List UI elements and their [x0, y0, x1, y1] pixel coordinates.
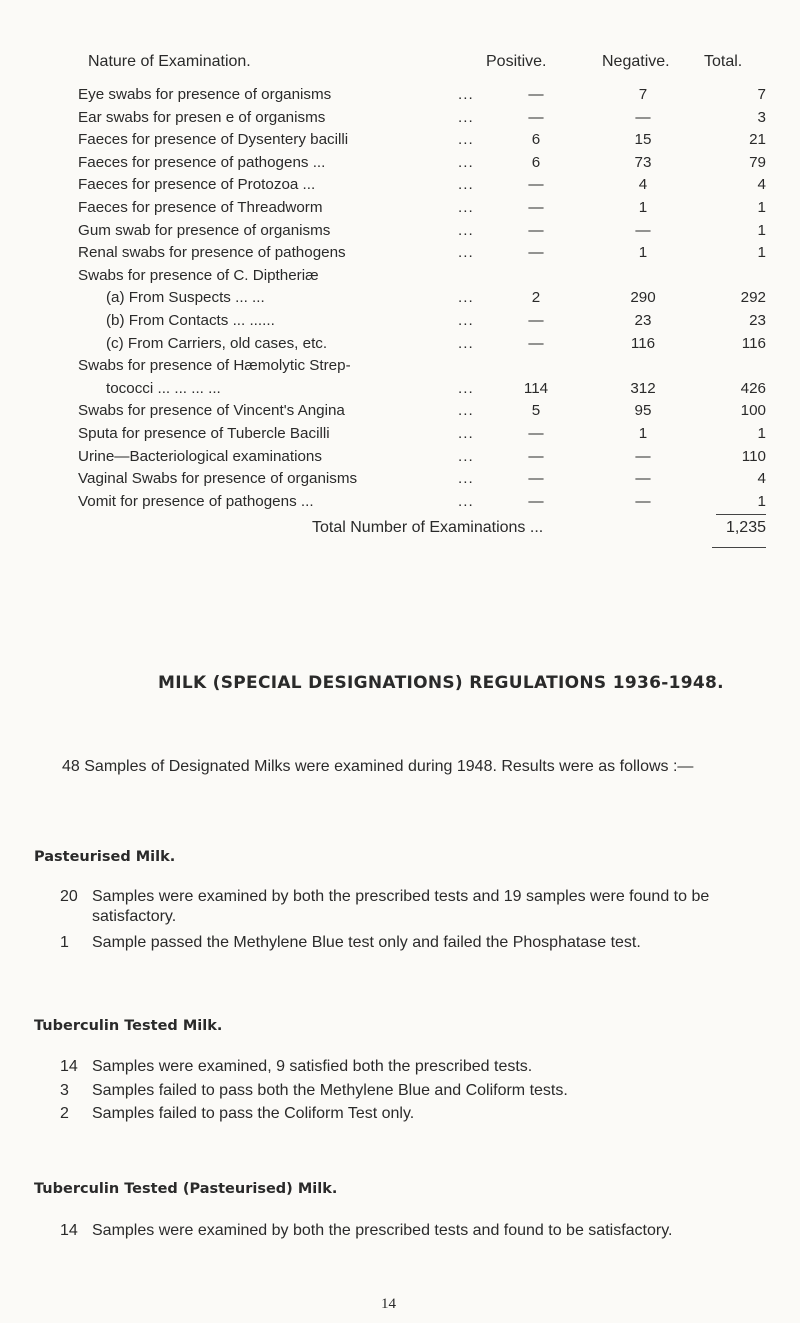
- row-negative: 1: [638, 244, 648, 262]
- total-row: [0, 519, 800, 543]
- row-leader-dots: ...: [458, 244, 474, 262]
- row-leader-dots: ...: [458, 289, 474, 307]
- table-row: [0, 446, 800, 469]
- table-row: [0, 491, 800, 514]
- row-negative: 290: [630, 289, 656, 307]
- row-leader-dots: ...: [458, 108, 474, 126]
- header-total: Total.: [704, 53, 743, 70]
- row-positive: 6: [531, 131, 541, 149]
- item-text: Samples were examined by both the prescribed tests and found to be satisfactory.: [92, 1222, 673, 1239]
- item-count: 2: [60, 1105, 69, 1122]
- header-negative: Negative.: [602, 53, 670, 70]
- row-positive: —: [528, 334, 544, 352]
- row-label: (a) From Suspects ... ...: [106, 289, 265, 307]
- row-label: Faeces for presence of Dysentery bacilli: [78, 131, 349, 149]
- row-positive: 5: [531, 402, 541, 420]
- table-row: [0, 310, 800, 333]
- table-row: [0, 400, 800, 423]
- row-label: Vaginal Swabs for presence of organisms: [78, 470, 358, 488]
- row-positive: —: [528, 221, 544, 239]
- row-total: 4: [757, 470, 766, 488]
- row-leader-dots: ...: [458, 131, 474, 149]
- row-total: 21: [749, 131, 766, 149]
- row-label: Swabs for presence of Hæmolytic Strep-: [78, 357, 351, 375]
- row-label: Urine—Bacteriological examinations: [78, 447, 322, 465]
- row-negative: 23: [634, 311, 652, 329]
- table-row: [0, 468, 800, 491]
- row-negative: —: [635, 470, 651, 488]
- table-row: [0, 107, 800, 130]
- row-label: Swabs for presence of Vincent's Angina: [78, 402, 345, 420]
- row-leader-dots: ...: [458, 470, 474, 488]
- row-label: Faeces for presence of pathogens ...: [78, 153, 326, 171]
- row-label: Ear swabs for presen e of organisms: [78, 108, 326, 126]
- pasteurised-heading: Pasteurised Milk.: [34, 849, 176, 865]
- row-negative: —: [635, 221, 651, 239]
- row-label: (c) From Carriers, old cases, etc.: [106, 334, 328, 352]
- row-leader-dots: ...: [458, 334, 474, 352]
- row-leader-dots: ...: [458, 153, 474, 171]
- row-negative: 312: [630, 379, 656, 397]
- row-negative: —: [635, 108, 651, 126]
- row-total: 1: [757, 198, 766, 216]
- row-positive: —: [528, 470, 544, 488]
- item-count: 3: [60, 1082, 69, 1099]
- row-total: 292: [740, 289, 766, 307]
- row-total: 1: [757, 492, 766, 510]
- row-total: 3: [757, 108, 766, 126]
- row-positive: —: [528, 492, 544, 510]
- list-item: [60, 1057, 770, 1077]
- row-positive: —: [528, 176, 544, 194]
- row-leader-dots: ...: [458, 424, 474, 442]
- item-text: Samples failed to pass both the Methylene Blue and Coliform tests.: [92, 1082, 568, 1099]
- table-header: [0, 53, 800, 77]
- row-leader-dots: ...: [458, 198, 474, 216]
- table-row: [0, 197, 800, 220]
- total-label: Total Number of Examinations ...: [312, 519, 544, 536]
- row-label: Sputa for presence of Tubercle Bacilli: [78, 424, 330, 442]
- list-item: [60, 1081, 770, 1101]
- row-positive: —: [528, 86, 544, 103]
- table-row: [0, 423, 800, 446]
- row-negative: 116: [630, 334, 656, 352]
- row-positive: —: [528, 447, 544, 465]
- row-positive: —: [528, 424, 544, 442]
- item-text: Sample passed the Methylene Blue test only and failed the Phosphatase test.: [92, 934, 641, 951]
- table-row: [0, 242, 800, 265]
- list-item: [60, 1104, 770, 1124]
- item-count: 20: [60, 888, 78, 905]
- row-total: 23: [749, 311, 766, 329]
- row-leader-dots: ...: [458, 447, 474, 465]
- table-row: [0, 84, 800, 107]
- row-positive: —: [528, 244, 544, 262]
- table-row: [0, 129, 800, 152]
- table-row: [0, 265, 800, 288]
- table-row: [0, 287, 800, 310]
- row-leader-dots: ...: [458, 221, 474, 239]
- row-total: 110: [741, 447, 766, 465]
- table-row: [0, 333, 800, 356]
- tuberculin-pasteurised-heading: Tuberculin Tested (Pasteurised) Milk.: [34, 1181, 338, 1197]
- row-total: 1: [757, 424, 766, 442]
- row-positive: 2: [531, 289, 541, 307]
- header-positive: Positive.: [486, 53, 547, 70]
- item-count: 1: [60, 934, 69, 951]
- table-row: [0, 152, 800, 175]
- item-count: 14: [60, 1058, 78, 1075]
- row-leader-dots: ...: [458, 311, 474, 329]
- table-row: [0, 220, 800, 243]
- total-rule-bottom: [712, 547, 766, 548]
- row-total: 1: [757, 221, 766, 239]
- table-row: [0, 355, 800, 378]
- total-value: 1,235: [725, 519, 766, 536]
- list-item: [60, 1221, 770, 1241]
- row-label: Swabs for presence of C. Diptheriæ: [78, 266, 319, 284]
- row-negative: 1: [638, 198, 648, 216]
- list-item: [60, 887, 770, 927]
- row-leader-dots: ...: [458, 86, 474, 103]
- row-leader-dots: ...: [458, 176, 474, 194]
- row-negative: 15: [634, 131, 652, 149]
- row-total: 7: [757, 86, 766, 103]
- row-negative: —: [635, 492, 651, 510]
- item-count: 14: [60, 1222, 78, 1239]
- row-label: Eye swabs for presence of organisms: [78, 86, 332, 103]
- row-negative: 4: [638, 176, 648, 194]
- row-total: 426: [740, 379, 766, 397]
- table-row: [0, 378, 800, 401]
- row-negative: 95: [634, 402, 652, 420]
- row-negative: 7: [638, 86, 648, 103]
- row-positive: —: [528, 311, 544, 329]
- row-positive: —: [528, 108, 544, 126]
- table-row: [0, 174, 800, 197]
- row-positive: 114: [523, 379, 549, 397]
- row-total: 1: [757, 244, 766, 262]
- row-total: 79: [749, 153, 766, 171]
- page-number: 14: [381, 1296, 396, 1312]
- row-negative: 73: [634, 153, 652, 171]
- row-label: (b) From Contacts ... ......: [106, 311, 275, 329]
- row-label: Vomit for presence of pathogens ...: [78, 492, 314, 510]
- row-negative: 1: [638, 424, 648, 442]
- examinations-table: [0, 84, 800, 513]
- item-text: Samples were examined, 9 satisfied both the prescribed tests.: [92, 1058, 533, 1075]
- row-positive: 6: [531, 153, 541, 171]
- section-title: MILK (SPECIAL DESIGNATIONS) REGULATIONS 1936-1948.: [158, 673, 724, 693]
- row-negative: —: [635, 447, 651, 465]
- row-total: 116: [741, 334, 766, 352]
- row-label: tococci ... ... ... ...: [106, 379, 221, 397]
- row-positive: —: [528, 198, 544, 216]
- row-label: Faeces for presence of Threadworm: [78, 198, 323, 216]
- row-label: Renal swabs for presence of pathogens: [78, 244, 346, 262]
- row-label: Gum swab for presence of organisms: [78, 221, 331, 239]
- header-nature: Nature of Examination.: [88, 53, 251, 70]
- row-leader-dots: ...: [458, 492, 474, 510]
- row-label: Faeces for presence of Protozoa ...: [78, 176, 316, 194]
- item-text: Samples were examined by both the prescribed tests and 19 samples were found to be satisfactory.: [92, 888, 710, 925]
- tuberculin-heading: Tuberculin Tested Milk.: [34, 1018, 223, 1034]
- item-text: Samples failed to pass the Coliform Test only.: [92, 1105, 415, 1122]
- row-leader-dots: ...: [458, 402, 474, 420]
- intro-paragraph: 48 Samples of Designated Milks were examined during 1948. Results were as follows :—: [62, 758, 694, 775]
- list-item: [60, 933, 770, 953]
- row-total: 100: [740, 402, 766, 420]
- total-rule-top: [716, 514, 766, 515]
- row-total: 4: [757, 176, 766, 194]
- row-leader-dots: ...: [458, 379, 474, 397]
